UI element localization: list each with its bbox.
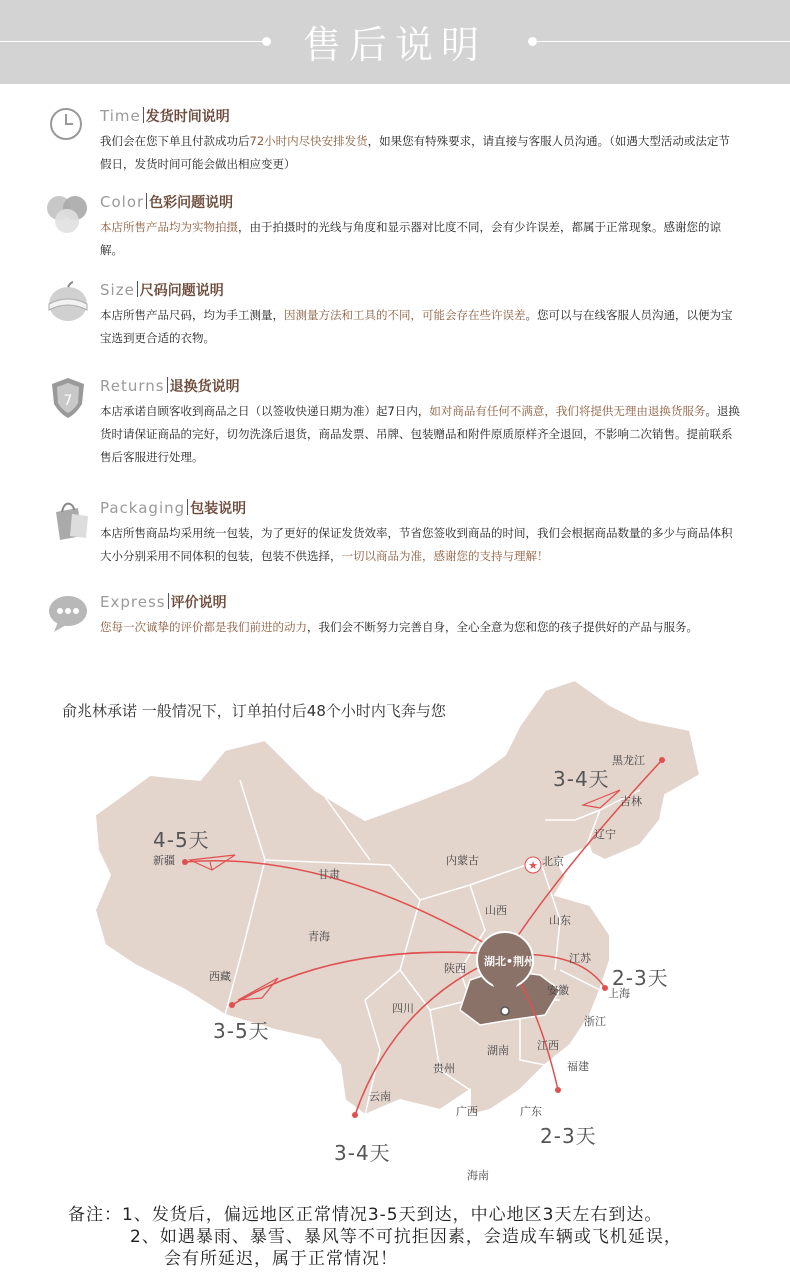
province-qinghai: 青海: [308, 930, 330, 943]
section-cn-label: 退换货说明: [169, 379, 240, 395]
province-jiangxi: 江西: [537, 1039, 559, 1052]
origin-label: 湖北•荆州: [484, 955, 536, 968]
body-highlight: 一切以商品为准，感谢您的支持与理解！: [341, 549, 549, 563]
body-text: ，由于拍摄时的光线与角度和显示器对比度不同，会有少许误差，都属于正常现象。感谢您的谅解。: [100, 220, 721, 257]
province-shaanxi: 陕西: [444, 962, 466, 975]
section-cn-label: 包装说明: [190, 501, 247, 517]
section-en-label: Size: [100, 281, 135, 299]
section-en-label: Express: [100, 593, 166, 611]
province-hainan: 海南: [467, 1169, 489, 1182]
body-text: 本店所售产品尺码，均为手工测量，: [100, 308, 284, 322]
section-cn-label: 色彩问题说明: [149, 195, 234, 211]
province-guangxi: 广西: [456, 1105, 478, 1118]
days-heilongjiang: 3-4天: [553, 767, 610, 791]
province-yunnan: 云南: [369, 1090, 391, 1103]
province-neimenggu: 内蒙古: [446, 854, 479, 867]
province-beijing: 北京: [542, 855, 564, 868]
body-text: 本店承诺自顾客收到商品之日（以签收快递日期为准）起7日内，: [100, 404, 430, 418]
province-fujian: 福建: [567, 1060, 589, 1073]
delivery-promise: 俞兆林承诺 一般情况下，订单拍付后48个小时内飞奔与您: [62, 702, 446, 720]
section-en-label: Returns: [100, 377, 165, 395]
svg-text:7: 7: [63, 393, 73, 409]
section-heading: [100, 592, 227, 612]
days-xizang: 3-5天: [213, 1019, 270, 1043]
province-shanxi: 山西: [485, 904, 507, 917]
section-en-label: Packaging: [100, 499, 186, 517]
section-en-label: Color: [100, 193, 145, 211]
province-zhejiang: 浙江: [584, 1015, 606, 1028]
province-jilin: 吉林: [620, 795, 642, 808]
clock-icon: [48, 106, 90, 148]
section-heading: [100, 192, 233, 212]
section-heading: [100, 106, 230, 126]
seven-day-shield-icon: [48, 376, 90, 418]
section-body: [100, 130, 740, 176]
header-right-dot: [528, 37, 537, 46]
body-text: 本店所售商品均采用统一包装，为了更好的保证发货效率，节省您签收到商品的时间，我们会根据商品数量的多少与商品体积大小分别采用不同体积的包装，包装不供选择，: [100, 526, 733, 563]
section-heading: [100, 498, 246, 518]
body-text: 。您可以与在线客服人员沟通，以便为宝宝选到更合适的衣物。: [100, 308, 733, 345]
province-xinjiang: 新疆: [153, 854, 175, 867]
days-yunnan: 3-4天: [334, 1141, 391, 1165]
body-highlight: 如对商品有任何不满意，我们将提供无理由退换货服务: [429, 404, 706, 418]
note-line-3: 会有所延迟，属于正常情况！: [164, 1249, 398, 1269]
section-body: [100, 400, 740, 469]
province-anhui: 安徽: [547, 984, 569, 997]
section-cn-label: 发货时间说明: [145, 109, 230, 125]
body-highlight: 本店所售产品均为实物拍摄: [100, 220, 238, 234]
section-cn-label: 评价说明: [170, 595, 227, 611]
body-highlight: 72小时内尽快安排发货: [249, 134, 368, 148]
section-cn-label: 尺码问题说明: [139, 283, 224, 299]
province-sichuan: 四川: [392, 1002, 414, 1015]
china-land: [95, 680, 700, 1115]
body-text: 。退换货时请保证商品的完好，切勿洗涤后退货，商品发票、吊牌、包装赠品和附件原质原样齐全退回，不影响二次销售。提前联系售后客服进行处理。: [100, 404, 740, 464]
shopping-bag-icon: [48, 498, 90, 540]
page-title: 售后说明: [302, 23, 487, 67]
province-xizang: 西藏: [209, 970, 231, 983]
province-shandong: 山东: [549, 914, 571, 927]
body-highlight: 因测量方法和工具的不同，可能会存在些许误差: [284, 308, 526, 322]
province-hunan: 湖南: [487, 1044, 509, 1057]
chat-bubble-icon: [48, 592, 90, 634]
body-text: ，我们会不断努力完善自身，全心全意为您和您的孩子提供好的产品与服务。: [307, 620, 698, 634]
section-heading: [100, 280, 224, 300]
star-icon: ★: [528, 859, 538, 872]
measuring-tape-icon: [48, 280, 90, 322]
province-guizhou: 贵州: [433, 1062, 455, 1075]
section-en-label: Time: [100, 107, 141, 125]
body-text: 我们会在您下单且付款成功后: [100, 134, 250, 148]
province-guangdong: 广东: [520, 1105, 542, 1118]
note-line-1: 备注：1、发货后，偏远地区正常情况3-5天到达，中心地区3天左右到达。: [68, 1205, 663, 1225]
section-body: [100, 304, 740, 350]
header-right-line: [537, 41, 790, 42]
note-line-2: 2、如遇暴雨、暴雪、暴风等不可抗拒因素，会造成车辆或飞机延误，: [130, 1227, 682, 1247]
section-body: [100, 616, 740, 639]
days-xinjiang: 4-5天: [153, 828, 210, 852]
province-gansu: 甘肃: [318, 868, 340, 881]
section-body: [100, 216, 740, 262]
province-heilongjiang: 黑龙江: [612, 754, 645, 767]
header-banner: [0, 0, 790, 84]
days-guangdong: 2-3天: [540, 1124, 597, 1148]
section-heading: [100, 376, 240, 396]
body-highlight: 您每一次诚挚的评价都是我们前进的动力: [100, 620, 307, 634]
color-circles-icon: [48, 192, 90, 234]
province-liaoning: 辽宁: [594, 828, 616, 841]
province-shanghai: 上海: [608, 987, 630, 1000]
section-body: [100, 522, 740, 568]
china-delivery-map: [0, 670, 790, 1190]
province-jiangsu: 江苏: [569, 952, 591, 965]
body-text: ，如果您有特殊要求，请直接与客服人员沟通。（如遇大型活动或法定节假日，发货时间可能会做出相应变更）: [100, 134, 730, 171]
days-shanghai: 2-3天: [612, 966, 669, 990]
